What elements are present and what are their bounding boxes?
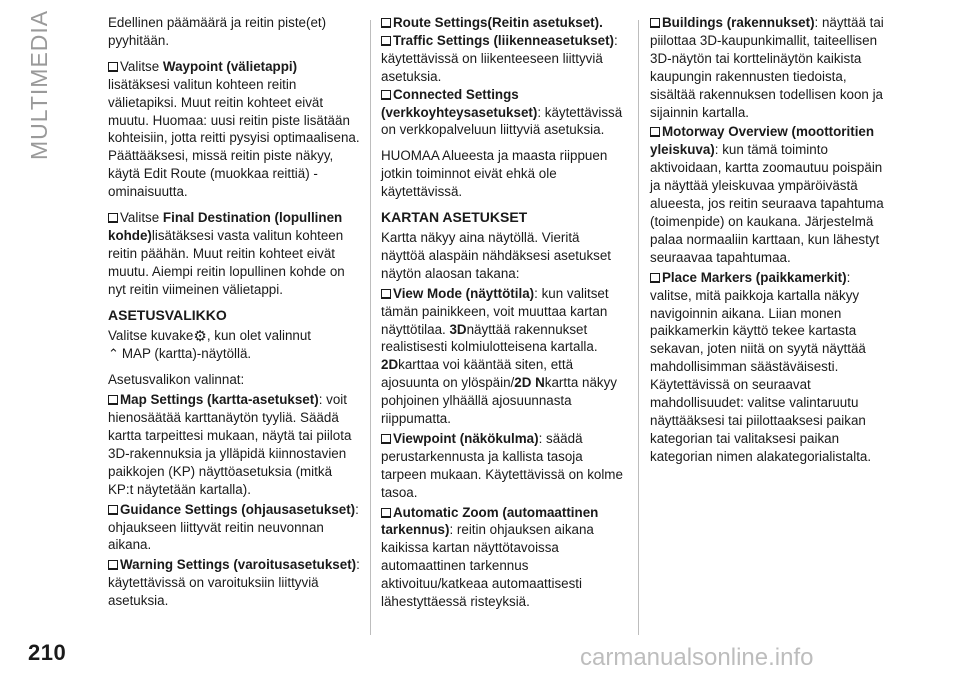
ok-button-icon bbox=[650, 127, 660, 137]
section-heading: ASETUSVALIKKO bbox=[108, 306, 227, 323]
ok-button-icon bbox=[381, 508, 391, 518]
ok-button-icon bbox=[381, 90, 391, 100]
paragraph-traffic-settings: Traffic Settings (liikenneasetukset): käytettävissä on liikenteeseen liittyviä asetuksia. bbox=[381, 32, 618, 84]
ok-button-icon bbox=[381, 289, 391, 299]
watermark: carmanualsonline.info bbox=[580, 644, 814, 671]
ok-button-icon bbox=[108, 395, 118, 405]
paragraph-connected-settings: Connected Settings (verkkoyhteysasetukset): käytettävissä on verkkopalveluun liittyviä asetuksia. bbox=[381, 86, 623, 138]
ok-button-icon bbox=[108, 62, 118, 72]
paragraph-motorway-overview: Motorway Overview (moottoritien yleiskuva): kun tämä toiminto aktivoidaan, kartta zoomautuu poispäin ja näyttää yleiskuvaa ympäröivästä alueesta, jos reitin seuraava tapahtuma (toimenpide) on kaukana. Järjestelmä palaa normaaliin karttaan, kun lähestyt seuraavaa tapahtumaa. bbox=[650, 124, 884, 265]
text-column-3 bbox=[650, 14, 894, 474]
paragraph-buildings: Buildings (rakennukset): näyttää tai piilottaa 3D-kaupunkimallit, taiteellisen 3D-näytön tai korttelinäytön kaikista kaupungin rakennusten tiedoista, sisältää rakennuksen todellisen koon ja sijainnin kartalla. bbox=[650, 15, 884, 120]
ok-button-icon bbox=[381, 36, 391, 46]
ok-button-icon bbox=[108, 505, 118, 515]
ok-button-icon bbox=[108, 213, 118, 223]
paragraph-viewpoint: Viewpoint (näkökulma): säädä perustarkennusta ja kallista tasoja tarpeen mukaan. Käytettävissä on kolme tasoa. bbox=[381, 430, 623, 500]
paragraph: Asetusvalikon valinnat: bbox=[108, 372, 245, 388]
paragraph-select-icon: Valitse kuvake⚙, kun olet valinnut ⌃ MAP (kartta)-näytöllä. bbox=[108, 327, 312, 362]
paragraph-automatic-zoom: Automatic Zoom (automaattinen tarkennus): reitin ohjauksen aikana kaikissa kartan näyttötavoissa automaattinen tarkennus aktivoituu/katkeaa automaattisesti lähestyttäessä risteyksiä. bbox=[381, 504, 599, 610]
text-column-2 bbox=[381, 14, 625, 619]
text-column-1 bbox=[108, 14, 360, 618]
column-divider bbox=[638, 20, 639, 635]
page-number: 210 bbox=[28, 640, 67, 665]
paragraph-map-settings: Map Settings (kartta-asetukset): voit hienosäätää karttanäytön tyyliä. Säädä kartta tarpeittesi mukaan, näytä tai piilota 3D-rakennuksia ja ylläpidä kiinnostavien paikkojen (KP) näyttöasetuksia (mitkä KP:t näytetään kartalla). bbox=[108, 392, 352, 497]
column-divider bbox=[370, 20, 371, 635]
paragraph: Kartta näkyy aina näytöllä. Vieritä näyttöä alaspäin nähdäksesi asetukset näytön alaosan takana: bbox=[381, 229, 612, 281]
ok-button-icon bbox=[650, 273, 660, 283]
paragraph-waypoint: Valitse Waypoint (välietappi) lisätäksesi valitun kohteen reitin välietapiksi. Muut reitin kohteet eivät muutu. Huomaa: uusi reitin piste lisätään kohteisiin, jotta reitti pysyisi optimaalisena. Päättääksesi, missä reitin piste näkyy, käytä Edit Route (muokkaa reittiä) -ominaisuutta. bbox=[108, 58, 360, 200]
ok-button-icon bbox=[381, 18, 391, 28]
gear-icon: ⚙ bbox=[193, 327, 207, 345]
paragraph-view-mode: View Mode (näyttötila): kun valitset tämän painikkeen, voit muuttaa kartan näyttötilaa. 3Dnäyttää rakennukset realistisesti kolmiulotteisena kartalla. 2Dkarttaa voi kääntää siten, että ajosuunta on ylöspäin/2D Nkartta näkyy pohjoinen ylhäällä ajosuunnasta riippumatta. bbox=[381, 285, 617, 427]
section-side-title: MULTIMEDIA bbox=[26, 9, 52, 160]
chevron-up-icon: ⌃ bbox=[108, 346, 119, 362]
ok-button-icon bbox=[381, 434, 391, 444]
ok-button-icon bbox=[650, 18, 660, 28]
paragraph-guidance-settings: Guidance Settings (ohjausasetukset): ohjaukseen liittyvät reitin neuvonnan aikana. bbox=[108, 501, 359, 553]
paragraph-route-settings: Route Settings(Reitin asetukset). bbox=[381, 14, 625, 32]
paragraph: Edellinen päämäärä ja reitin piste(et) pyyhitään. bbox=[108, 15, 327, 48]
paragraph-warning-settings: Warning Settings (varoitusasetukset): käytettävissä on varoituksiin liittyviä asetuksia. bbox=[108, 557, 360, 609]
paragraph-final-destination: Valitse Final Destination (lopullinen kohde)lisätäksesi vasta valitun kohteen reitin päähän. Muut reitin kohteet eivät muutu. Aiempi reitin lopullinen kohde on nyt reitin viimeinen välietappi. bbox=[108, 210, 345, 297]
section-heading: KARTAN ASETUKSET bbox=[381, 209, 528, 226]
ok-button-icon bbox=[108, 560, 118, 570]
paragraph-note: HUOMAA Alueesta ja maasta riippuen jotkin toiminnot eivät ehkä ole käytettävissä. bbox=[381, 148, 608, 200]
paragraph-place-markers: Place Markers (paikkamerkit): valitse, mitä paikkoja kartalla näkyy navigoinnin aikana. Liian monen paikkamerkin käyttö tekee kartasta sekavan, joten niitä on syytä näyttää mahdollisimman säästäväisesti. Käytettävissä on seuraavat mahdollisuudet: valitse valintaruutu näyttääksesi tai piilottaaksesi paikan kategorian tai valitaksesi paikan kategorian nimen alakategorialistalta. bbox=[650, 269, 872, 464]
